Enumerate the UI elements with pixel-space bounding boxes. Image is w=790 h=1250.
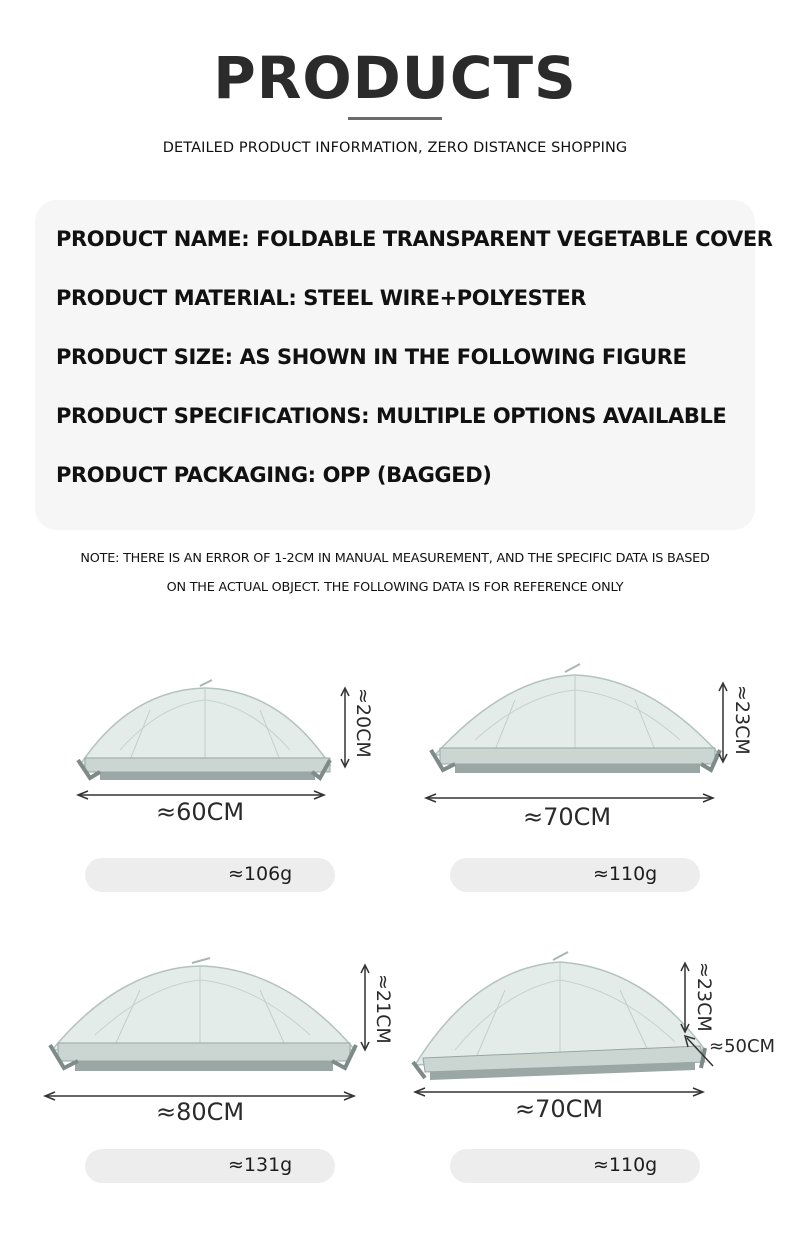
- product-info-card: [35, 200, 773, 530]
- product-packaging-line: PRODUCT PACKAGING: OPP (BAGGED): [56, 463, 492, 487]
- product-size-line: PRODUCT SIZE: AS SHOWN IN THE FOLLOWING FIGURE: [56, 345, 687, 369]
- weight-pill-110g: [450, 858, 700, 892]
- product-name-line: PRODUCT NAME: FOLDABLE TRANSPARENT VEGETABLE COVER: [56, 227, 773, 251]
- product-material-line: PRODUCT MATERIAL: STEEL WIRE+POLYESTER: [56, 286, 587, 310]
- title-underline: [348, 117, 442, 120]
- width-label: ≈70CM: [515, 1095, 604, 1123]
- depth-label: ≈50CM: [709, 1036, 776, 1057]
- width-label: ≈60CM: [156, 798, 245, 826]
- weight-pill-131g: [85, 1149, 335, 1183]
- height-label: ≈23CM: [693, 962, 715, 1032]
- width-label: ≈70CM: [523, 803, 612, 831]
- product-figure-60cm: [0, 600, 395, 900]
- weight-pill-110g-flat: [450, 1149, 700, 1183]
- weight-text: ≈106g: [228, 863, 293, 885]
- weight-text: ≈131g: [228, 1154, 293, 1176]
- product-figure-70cm: [395, 600, 790, 900]
- food-cover-illustration: [395, 930, 790, 1230]
- weight-text: ≈110g: [593, 863, 658, 885]
- measurement-note-line-2: ON THE ACTUAL OBJECT. THE FOLLOWING DATA IS FOR REFERENCE ONLY: [166, 580, 624, 595]
- page-title: PRODUCTS: [213, 44, 577, 112]
- width-label: ≈80CM: [156, 1098, 245, 1126]
- food-cover-illustration: [0, 600, 395, 900]
- measurement-note-line-1: NOTE: THERE IS AN ERROR OF 1-2CM IN MANUAL MEASUREMENT, AND THE SPECIFIC DATA IS BASED: [80, 551, 710, 566]
- product-specifications-line: PRODUCT SPECIFICATIONS: MULTIPLE OPTIONS AVAILABLE: [56, 404, 727, 428]
- food-cover-illustration: [0, 930, 395, 1230]
- height-label: ≈21CM: [372, 974, 394, 1044]
- page-subtitle: DETAILED PRODUCT INFORMATION, ZERO DISTANCE SHOPPING: [162, 140, 628, 156]
- height-label: ≈20CM: [352, 688, 374, 758]
- product-figure-70x50cm: [395, 930, 790, 1230]
- weight-text: ≈110g: [593, 1154, 658, 1176]
- product-figure-80cm: [0, 930, 395, 1230]
- weight-pill-106g: [85, 858, 335, 892]
- height-label: ≈23CM: [731, 685, 753, 755]
